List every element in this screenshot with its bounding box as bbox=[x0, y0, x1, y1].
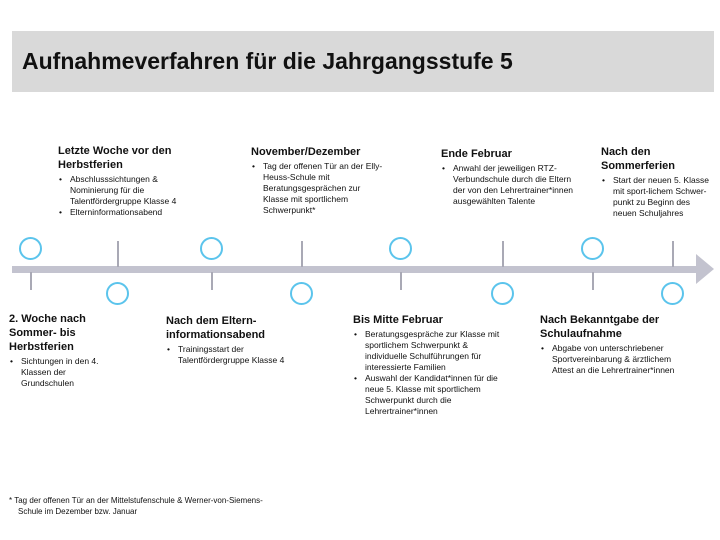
timeline-marker bbox=[661, 282, 684, 305]
timeline-marker bbox=[581, 237, 604, 260]
milestone-item: • Abgabe von unterschriebener Sportvereinbarung & ärztlichem Attest an die Lehrertrainer*innen bbox=[540, 343, 690, 376]
title-bar bbox=[12, 31, 714, 92]
stem bbox=[592, 272, 594, 290]
milestone-trainingsstart bbox=[166, 314, 290, 366]
timeline-axis bbox=[12, 266, 698, 273]
milestone-heading: Letzte Woche vor den Herbstferien bbox=[58, 145, 172, 171]
stem bbox=[211, 272, 213, 290]
milestone-item: • Beratungsgespräche zur Klasse mit sportlichem Schwerpunkt & individuelle Schulführungen für interessierte Familien bbox=[353, 329, 505, 373]
milestone-item: • Start der neuen 5. Klasse mit sport-lichem Schwer-punkt zu Beginn des neuen Schuljahres bbox=[601, 175, 715, 219]
footnote: * Tag der offenen Tür an der Mittelstufenschule & Werner-von-Siemens-Schule im Dezember bzw. Januar bbox=[9, 496, 263, 516]
milestone-heading: Nach dem Eltern-informationsabend bbox=[166, 315, 266, 341]
milestone-item: • Elterninformationsabend bbox=[58, 207, 208, 218]
timeline-arrowhead bbox=[696, 254, 714, 284]
page-title: Aufnahmeverfahren für die Jahrgangsstufe 5 bbox=[22, 48, 513, 74]
timeline-marker bbox=[290, 282, 313, 305]
milestone-november-dezember bbox=[251, 145, 386, 216]
milestone-item: • Abschlusssichtungen & Nominierung für die Talentfördergruppe Klasse 4 bbox=[58, 174, 208, 207]
milestone-heading: November/Dezember bbox=[251, 146, 361, 158]
stem bbox=[400, 272, 402, 290]
milestone-heading: Bis Mitte Februar bbox=[353, 314, 443, 326]
timeline-marker bbox=[389, 237, 412, 260]
milestone-bis-mitte-februar bbox=[353, 313, 505, 417]
timeline-marker bbox=[19, 237, 42, 260]
stem bbox=[117, 241, 119, 267]
milestone-letzte-woche bbox=[58, 144, 208, 218]
milestone-item: • Auswahl der Kandidat*innen für die neue 5. Klasse mit sportlichem Schwerpunkt durch die Lehrertrainer*innen bbox=[353, 373, 505, 417]
milestone-nach-bekanntgabe bbox=[540, 313, 690, 376]
timeline-marker bbox=[491, 282, 514, 305]
stem bbox=[502, 241, 504, 267]
milestone-heading: Nach Bekanntgabe der Schulaufnahme bbox=[540, 314, 660, 340]
milestone-nach-den-sommerferien bbox=[601, 145, 715, 219]
stem bbox=[301, 241, 303, 267]
milestone-sichtungen bbox=[9, 312, 117, 389]
milestone-heading: Nach den Sommerferien bbox=[601, 146, 675, 172]
milestone-heading: 2. Woche nach Sommer- bis Herbstferien bbox=[9, 313, 86, 353]
stem bbox=[30, 272, 32, 290]
milestone-item: • Sichtungen in den 4. Klassen der Grundschulen bbox=[9, 356, 117, 389]
stem bbox=[672, 241, 674, 267]
milestone-heading: Ende Februar bbox=[441, 148, 512, 160]
milestone-ende-februar bbox=[441, 147, 576, 207]
milestone-item: • Trainingsstart der Talentfördergruppe Klasse 4 bbox=[166, 344, 290, 366]
timeline-marker bbox=[106, 282, 129, 305]
milestone-item: • Anwahl der jeweiligen RTZ-Verbundschule durch die Eltern der von den Lehrertrainer*innen ausgewählten Talente bbox=[441, 163, 576, 207]
milestone-item: • Tag der offenen Tür an der Elly-Heuss-Schule mit Beratungsgesprächen zur Klasse mit sportlichem Schwerpunkt* bbox=[251, 161, 386, 216]
timeline-marker bbox=[200, 237, 223, 260]
